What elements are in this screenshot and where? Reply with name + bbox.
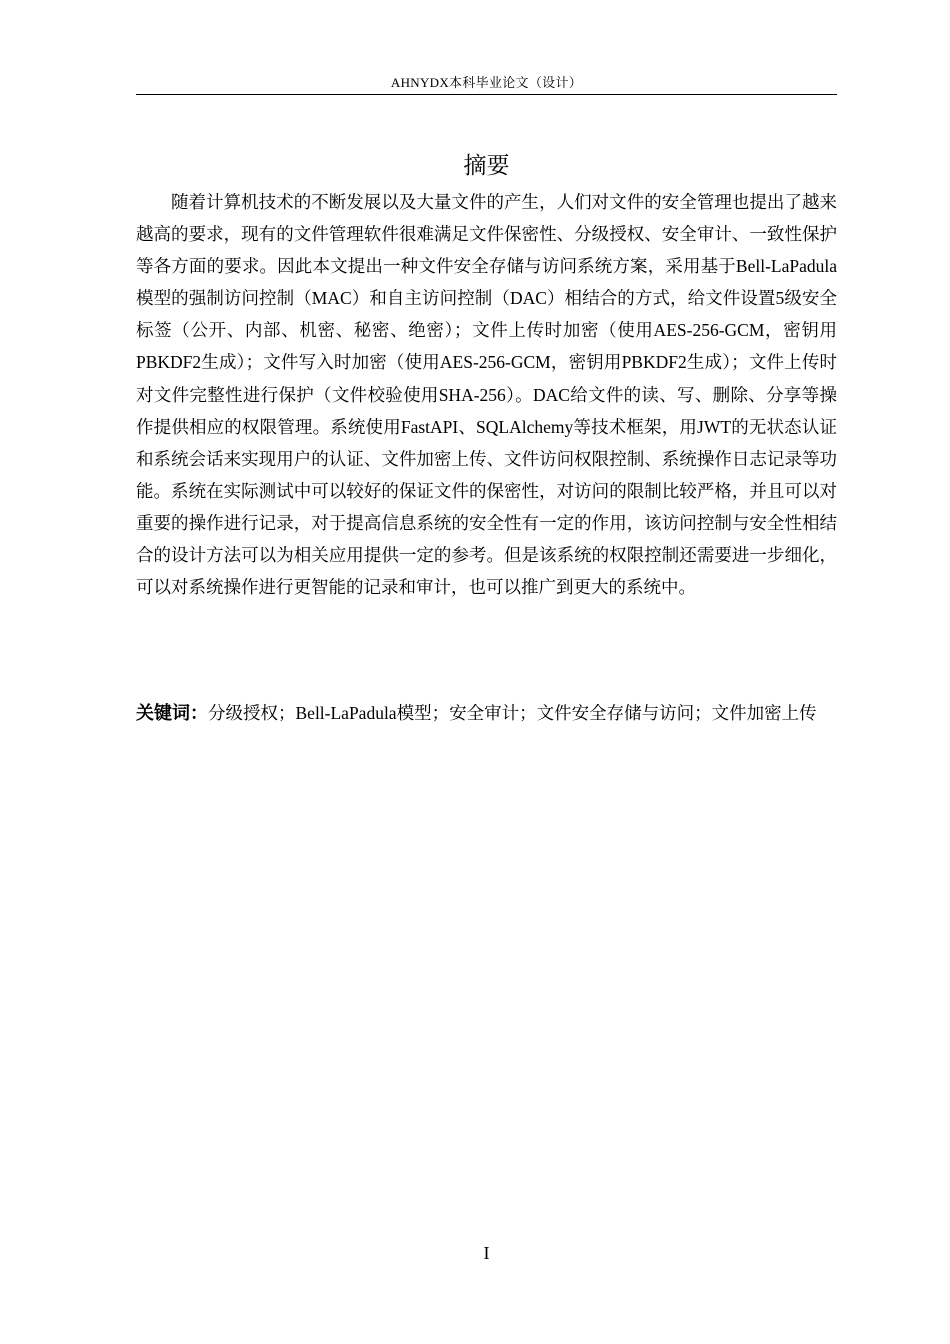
keywords-label: 关键词： bbox=[136, 703, 208, 724]
abstract-body: 随着计算机技术的不断发展以及大量文件的产生，人们对文件的安全管理也提出了越来越高的要求，现有的文件管理软件很难满足文件保密性、分级授权、安全审计、一致性保护等各方面的要求。因此本文提出一种文件安全存储与访问系统方案，采用基于Bell-LaPadula模型的强制访问控制（MAC）和自主访问控制（DAC）相结合的方式，给文件设置5级安全标签（公开、内部、机密、秘密、绝密）；文件上传时加密（使用AES-256-GCM，密钥用PBKDF2生成）；文件写入时加密（使用AES-256-GCM，密钥用PBKDF2生成）；文件上传时对文件完整性进行保护（文件校验使用SHA-256）。DAC给文件的读、写、删除、分享等操作提供相应的权限管理。系统使用FastAPI、SQLAlchemy等技术框架，用JWT的无状态认证和系统会话来实现用户的认证、文件加密上传、文件访问权限控制、系统操作日志记录等功能。系统在实际测试中可以较好的保证文件的保密性，对访问的限制比较严格，并且可以对重要的操作进行记录，对于提高信息系统的安全性有一定的作用，该访问控制与安全性相结合的设计方法可以为相关应用提供一定的参考。但是该系统的权限控制还需要进一步细化，可以对系统操作进行更智能的记录和审计，也可以推广到更大的系统中。 bbox=[136, 192, 837, 598]
header-divider bbox=[136, 94, 837, 95]
running-header: AHNYDX本科毕业论文（设计） bbox=[390, 75, 583, 90]
page-number: I bbox=[483, 1243, 490, 1263]
keywords-text: 分级授权；Bell-LaPadula模型；安全审计；文件安全存储与访问；文件加密上传 bbox=[208, 703, 817, 723]
keywords-line bbox=[136, 697, 837, 730]
abstract-title: 摘要 bbox=[463, 153, 510, 179]
